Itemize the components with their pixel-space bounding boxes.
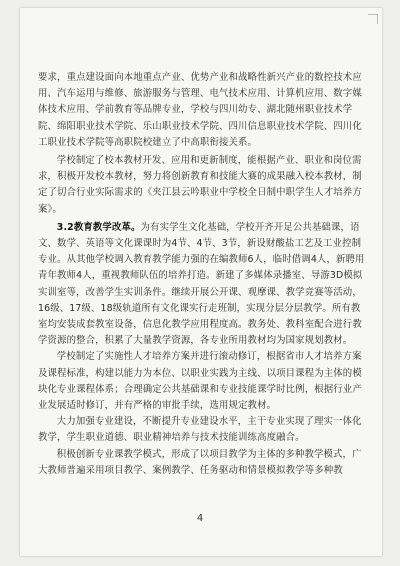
paragraph-training-plan bbox=[38, 349, 366, 414]
paragraph-text: 学校制定了校本教材开发、应用和更新制度，能根据产业、职业和岗位需求，积极开发校本教材，努力将创新教育和技能大赛的成果融入校本教材，制定了切合行业实际需求的《夹江县云吟职业中学校全日制中职学生人才培养方案》。 bbox=[38, 155, 362, 215]
paragraph-text: 为有实学生文化基础，学校开齐开足公共基础课，语文、数学、英语等文化课课时为4节、4节、3节，新设财酸盐工艺及工业控制专业。从其他学校调入教育教学能力强的在编教师6人，临时借调4人，新聘用青年教师4人，重视教师队伍的培养打造。新建了多媒体录播室、导游3D模拟实训室等，改善学生实训条件。继续开展公开课、观摩课、教学竞赛等活动，16级、17级、18级轨道所有文化课实行走班制，实现分层分层教学。所有教室均安装成套教室设备，信息化教学应用程度高。教务处、教科室配合进行教学资源的整合，积累了大量教学资源，各专业所用教材均为国家规划教材。 bbox=[38, 221, 365, 347]
paragraph-teaching-reform bbox=[38, 220, 366, 350]
paragraph-textbook-development bbox=[38, 153, 366, 218]
paragraph-text: 学校制定了实施性人才培养方案并进行滚动修订，根据省市人才培养方案及课程标准，构建以能力为本位、以职业实践为主线、以项目课程为主体的模块化专业课程体系；合理确定公共基础课和专业技能课学时比例，根据行业产业发展适时修订，并有严格的审批手续，选用规定教材。 bbox=[38, 351, 362, 412]
paragraph-specialty-strengthening bbox=[38, 414, 366, 446]
page-number: 4 bbox=[196, 513, 204, 524]
body-text bbox=[38, 70, 366, 479]
scan-corner-mark bbox=[368, 14, 378, 24]
paragraph-teaching-models bbox=[38, 447, 366, 479]
paragraph-text: 要求，重点建设面向本地重点产业、优势产业和战略性新兴产业的数控技术应用、汽车运用与维修、旅游服务与管理、电气技术应用、计算机应用、数字媒体技术应用、学前教育等品牌专业，学校与四川幼专、湖北随州职业技术学院、绵阳职业技术学院、乐山职业技术学院、四川信息职业技术学院、四川化工职业技术学院等高职院校建立了中高职衔接关系。 bbox=[38, 72, 362, 148]
paragraph-specialty-building bbox=[38, 70, 366, 151]
paragraph-text: 积极创新专业课教学模式，形成了以项目教学为主体的多种教学模式，广大教师普遍采用项目教学、案例教学、任务驱动和情景模拟教学等多种教 bbox=[38, 448, 362, 476]
section-heading: 3.2教育教学改革。 bbox=[56, 221, 141, 233]
paragraph-text: 大力加强专业建设，不断提升专业建设水平，主干专业实现了理实一体化教学，学生职业道德、职业精神培养与技术技能训练高度融合。 bbox=[38, 416, 362, 444]
